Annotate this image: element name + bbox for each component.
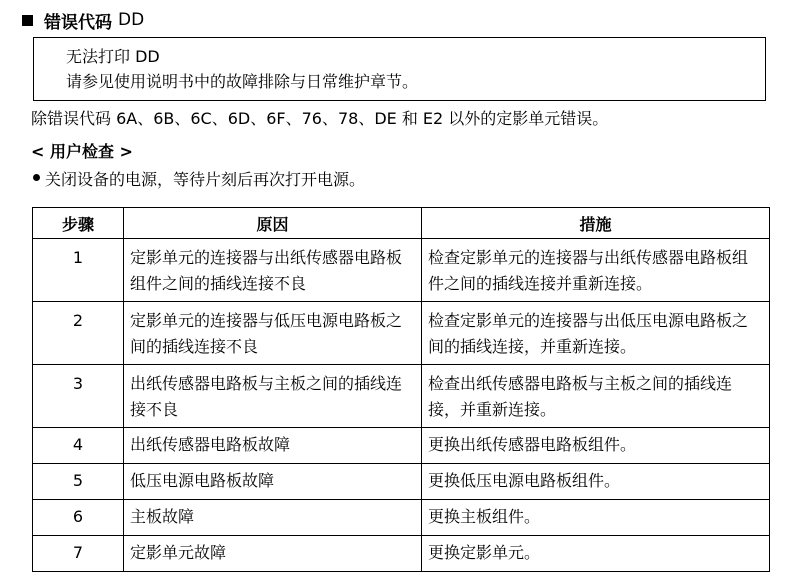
table-row: [33, 464, 770, 500]
action-cell: 更换主板组件。: [422, 500, 770, 536]
table-row: [33, 302, 770, 365]
step-number: 1: [33, 239, 124, 302]
cause-cell: 出纸传感器电路板与主板之间的插线连接不良: [124, 365, 422, 428]
step-number: 5: [33, 464, 124, 500]
action-cell: 更换出纸传感器电路板组件。: [422, 428, 770, 464]
message-line-1: 无法打印 DD: [66, 47, 160, 66]
action-cell: 更换低压电源电路板组件。: [422, 464, 770, 500]
step-number: 2: [33, 302, 124, 365]
table-header-row: [33, 208, 770, 239]
step-number: 7: [33, 536, 124, 572]
cause-cell: 定影单元的连接器与出纸传感器电路板组件之间的插线连接不良: [124, 239, 422, 302]
table-row: [33, 365, 770, 428]
table-row: [33, 500, 770, 536]
error-description: 除错误代码 6A、6B、6C、6D、6F、76、78、DE 和 E2 以外的定影单元错误。: [31, 109, 609, 128]
message-line-2: 请参见使用说明书中的故障排除与日常维护章节。: [66, 72, 419, 91]
cause-cell: 定影单元的连接器与低压电源电路板之间的插线连接不良: [124, 302, 422, 365]
header-cause: 原因: [124, 208, 422, 239]
cause-cell: 定影单元故障: [124, 536, 422, 572]
heading-title: 错误代码: [44, 12, 112, 33]
cause-cell: 低压电源电路板故障: [124, 464, 422, 500]
user-check-text: 关闭设备的电源，等待片刻后再次打开电源。: [45, 170, 366, 189]
table-row: [33, 428, 770, 464]
troubleshooting-table: [32, 207, 770, 572]
bullet-dot-icon: [33, 174, 40, 181]
step-number: 4: [33, 428, 124, 464]
action-cell: 检查出纸传感器电路板与主板之间的插线连接，并重新连接。: [422, 365, 770, 428]
action-cell: 检查定影单元的连接器与出纸传感器电路板组件之间的插线连接并重新连接。: [422, 239, 770, 302]
header-action: 措施: [422, 208, 770, 239]
step-number: 3: [33, 365, 124, 428]
user-check-title: < 用户检查 >: [31, 142, 133, 161]
header-step: 步骤: [33, 208, 124, 239]
action-cell: 检查定影单元的连接器与出低压电源电路板之间的插线连接，并重新连接。: [422, 302, 770, 365]
section-heading: [22, 6, 144, 34]
error-message-box: [33, 37, 766, 101]
step-number: 6: [33, 500, 124, 536]
table-row: [33, 239, 770, 302]
action-cell: 更换定影单元。: [422, 536, 770, 572]
heading-error-code: DD: [118, 10, 145, 30]
cause-cell: 出纸传感器电路板故障: [124, 428, 422, 464]
user-check-item: [33, 168, 365, 192]
square-bullet-icon: [22, 15, 33, 26]
cause-cell: 主板故障: [124, 500, 422, 536]
table-row: [33, 536, 770, 572]
